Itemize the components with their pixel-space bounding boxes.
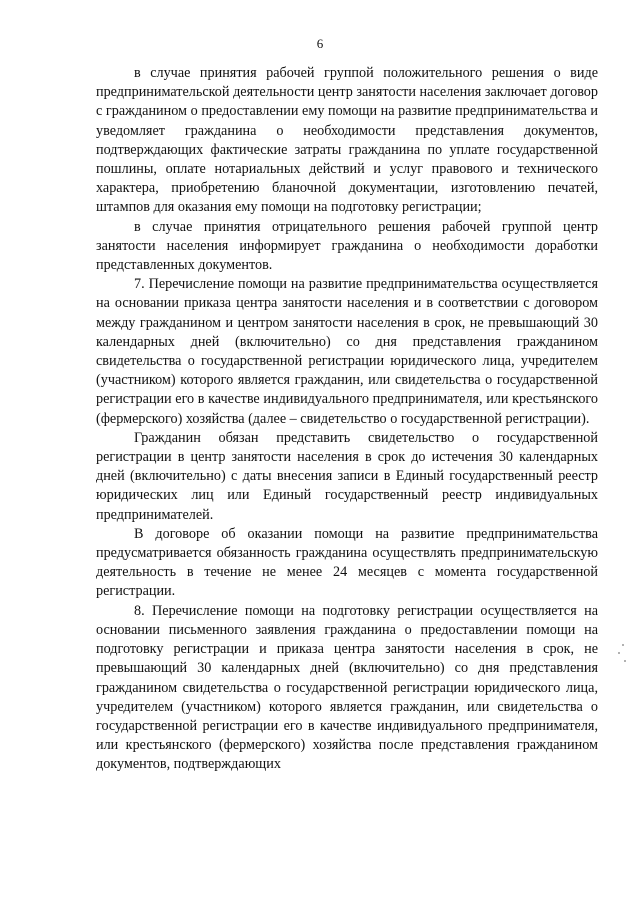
paragraph: 8. Перечисление помощи на подготовку регистрации осуществляется на основании письменного заявления гражданина о предоставлении помощи на подготовку регистрации и приказа центра занятости населения в срок, не превышающий 30 календарных дней (включительно) со дня представления гражданином свидетельства о государственной регистрации юридического лица, учредителем (участником) которого является гражданин, или свидетельства о государственной регистрации его в качестве индивидуального предпринимателя, или крестьянского (фермерского) хозяйства после представления гражданином документов, подтверждающих	[96, 602, 598, 773]
scan-speck	[624, 660, 626, 662]
paragraph: 7. Перечисление помощи на развитие предпринимательства осуществляется на основании приказа центра занятости населения и в соответствии с договором между гражданином и центром занятости населения в срок, не превышающий 30 календарных дней (включительно) со дня представления гражданином свидетельства о государственной регистрации юридического лица, учредителем (участником) которого является гражданин, или свидетельства о государственной регистрации его в качестве индивидуального предпринимателя, или крестьянского (фермерского) хозяйства (далее – свидетельство о государственной регистрации).	[96, 276, 598, 427]
scan-speck	[618, 652, 620, 654]
paragraph: в случае принятия отрицательного решения рабочей группой центр занятости населения информирует гражданина о необходимости доработки представленных документов.	[96, 218, 598, 274]
page-number: 6	[316, 36, 324, 51]
paragraph: Гражданин обязан представить свидетельство о государственной регистрации в центр занятости населения в срок до истечения 30 календарных дней (включительно) с даты внесения записи в Единый государственный реестр юридических лиц или Единый государственный реестр индивидуальных предпринимателей.	[96, 429, 598, 523]
document-body	[96, 64, 598, 775]
paragraph: В договоре об оказании помощи на развитие предпринимательства предусматривается обязанность гражданина осуществлять предпринимательскую деятельность в течение не менее 24 месяцев с момента государственной регистрации.	[96, 525, 598, 600]
scan-speck	[622, 644, 624, 646]
paragraph: в случае принятия рабочей группой положительного решения о виде предпринимательской деятельности центр занятости населения заключает договор с гражданином о предоставлении ему помощи на развитие предпринимательства и уведомляет гражданина о необходимости представления документов, подтверждающих фактические затраты гражданина по уплате государственной пошлины, оплате нотариальных действий и услуг правового и технического характера, приобретению бланочной документации, изготовлению печатей, штампов для оказания ему помощи на подготовку регистрации;	[96, 65, 598, 216]
